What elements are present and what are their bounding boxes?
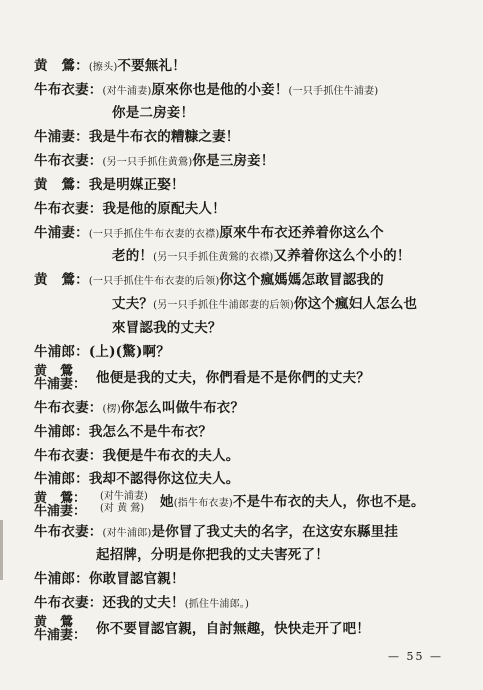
stage-direction — [100, 491, 148, 515]
speaker: 牛浦妻： — [34, 504, 87, 519]
stage-direction-line: (对 黄 鶯) — [100, 503, 145, 514]
dialogue: 你敢冒認官親！ — [88, 571, 185, 587]
speaker: 牛浦妻： — [34, 225, 89, 241]
stage-direction: (一只手抓住牛布衣妻的衣襟) — [88, 229, 220, 240]
script-line — [96, 619, 473, 639]
dialogue: 不是牛布衣的夫人，你也不是。 — [232, 494, 425, 510]
stage-direction: (指牛布衣妻) — [173, 498, 233, 509]
stage-direction: (另一只手抓住黄鶯的衣襟) — [153, 252, 274, 263]
dialogue: 你是二房妾！ — [112, 105, 195, 121]
speaker: 牛浦妻： — [34, 129, 89, 145]
speaker: 牛布衣妻： — [34, 400, 103, 416]
speaker: 黄 鶯 — [34, 615, 74, 630]
stage-direction: (对牛浦妻) — [102, 86, 152, 97]
speaker: 牛浦郎： — [34, 571, 89, 587]
dialogue: 是你冒了我丈夫的名字，在这安东縣里挂 — [151, 524, 399, 540]
script-line — [34, 446, 473, 466]
dialogue: 她 — [160, 494, 174, 510]
speaker: 牛浦郎： — [34, 344, 89, 360]
dialogue: 我是他的原配夫人！ — [102, 201, 226, 217]
stage-direction: (另一只手抓住牛浦郎妻的后领) — [153, 300, 294, 311]
script-line — [34, 270, 473, 292]
script-line — [34, 422, 473, 442]
dialogue: 我却不認得你这位夫人。 — [88, 471, 240, 487]
script-line — [34, 593, 473, 615]
script-line — [34, 151, 473, 173]
stage-direction: (擦头) — [88, 62, 118, 73]
stacked-speakers — [34, 365, 86, 391]
dialogue: 你是三房妾！ — [192, 153, 275, 169]
dialogue: 老的！ — [112, 248, 154, 264]
speaker: 黄 鶯 — [34, 364, 74, 379]
script-line — [112, 246, 473, 268]
dialogue: 我便是牛布衣的夫人。 — [102, 448, 240, 464]
script-line — [112, 294, 473, 316]
dialogue: 你这个瘋媽媽怎敢冒認我的 — [219, 272, 384, 288]
speaker: 牛浦郎： — [34, 471, 89, 487]
script-line — [160, 492, 473, 514]
stacked-speakers — [34, 616, 86, 642]
speaker: 黄 鶯： — [34, 58, 89, 74]
dialogue: (上)(驚)啊？ — [88, 344, 170, 360]
binding-edge-mark — [0, 520, 3, 580]
speaker: 黄 鶯： — [34, 272, 89, 288]
speaker: 牛布衣妻： — [34, 448, 103, 464]
dialogue: 还我的丈夫！ — [102, 595, 185, 611]
dialogue: 原來牛布衣还养着你这么个 — [219, 225, 384, 241]
script-line — [34, 398, 473, 420]
dialogue: 我是牛布衣的糟糠之妻！ — [88, 129, 240, 145]
speaker: 牛布衣妻： — [34, 524, 103, 540]
dialogue: 我怎么不是牛布衣？ — [88, 424, 213, 440]
stage-direction: (一只手抓住牛布衣妻的后领) — [88, 276, 220, 287]
dialogue: 原來你也是他的小妾！ — [151, 82, 289, 98]
script-line — [34, 127, 473, 147]
speaker: 牛布衣妻： — [34, 595, 103, 611]
page-number: — 55 — — [388, 650, 443, 663]
speaker: 黄 鶯： — [34, 177, 89, 193]
dialogue: 你不要冒認官親，自討無趣，快快走开了吧！ — [96, 621, 370, 637]
script-line — [112, 103, 473, 123]
speaker: 牛布衣妻： — [34, 153, 103, 169]
script-line — [96, 545, 473, 565]
script-line — [34, 199, 473, 219]
script-line — [112, 318, 473, 338]
script-line — [96, 368, 473, 388]
speaker: 黄 鶯： — [34, 491, 87, 506]
dialogue: 不要無礼！ — [117, 58, 186, 74]
dialogue: 你这个瘋妇人怎么也 — [293, 296, 418, 312]
speaker: 牛浦郎： — [34, 424, 89, 440]
dialogue: 又养着你这么个小的！ — [273, 248, 411, 264]
script-line — [34, 223, 473, 245]
dialogue: 丈夫？ — [112, 296, 154, 312]
script-line — [34, 522, 473, 544]
script-line — [34, 569, 473, 589]
script-line — [34, 56, 473, 78]
dialogue: 你怎么叫做牛布衣？ — [120, 400, 245, 416]
dialogue: 我是明媒正娶！ — [88, 177, 185, 193]
script-line — [34, 469, 473, 489]
stage-direction: (抓住牛浦郎。) — [184, 599, 250, 610]
script-line — [34, 342, 473, 362]
stage-direction: (对牛浦郎) — [102, 528, 152, 539]
script-line — [34, 80, 473, 102]
stacked-speakers — [34, 492, 86, 518]
script-line — [34, 175, 473, 195]
speaker: 牛浦妻： — [34, 628, 87, 643]
stage-direction: (另一只手抓住黄鶯) — [102, 157, 193, 168]
speaker: 牛布衣妻： — [34, 82, 103, 98]
dialogue: 他便是我的丈夫，你們看是不是你們的丈夫？ — [96, 370, 370, 386]
stage-direction: (一只手抓住牛浦妻) — [288, 86, 379, 97]
dialogue: 起招牌，分明是你把我的丈夫害死了！ — [96, 547, 329, 563]
stage-direction-line: (对牛浦妻) — [100, 491, 148, 502]
speaker: 牛布衣妻： — [34, 201, 103, 217]
speaker: 牛浦妻： — [34, 377, 87, 392]
dialogue: 來冒認我的丈夫？ — [112, 320, 222, 336]
stage-direction: (楞) — [102, 404, 121, 415]
